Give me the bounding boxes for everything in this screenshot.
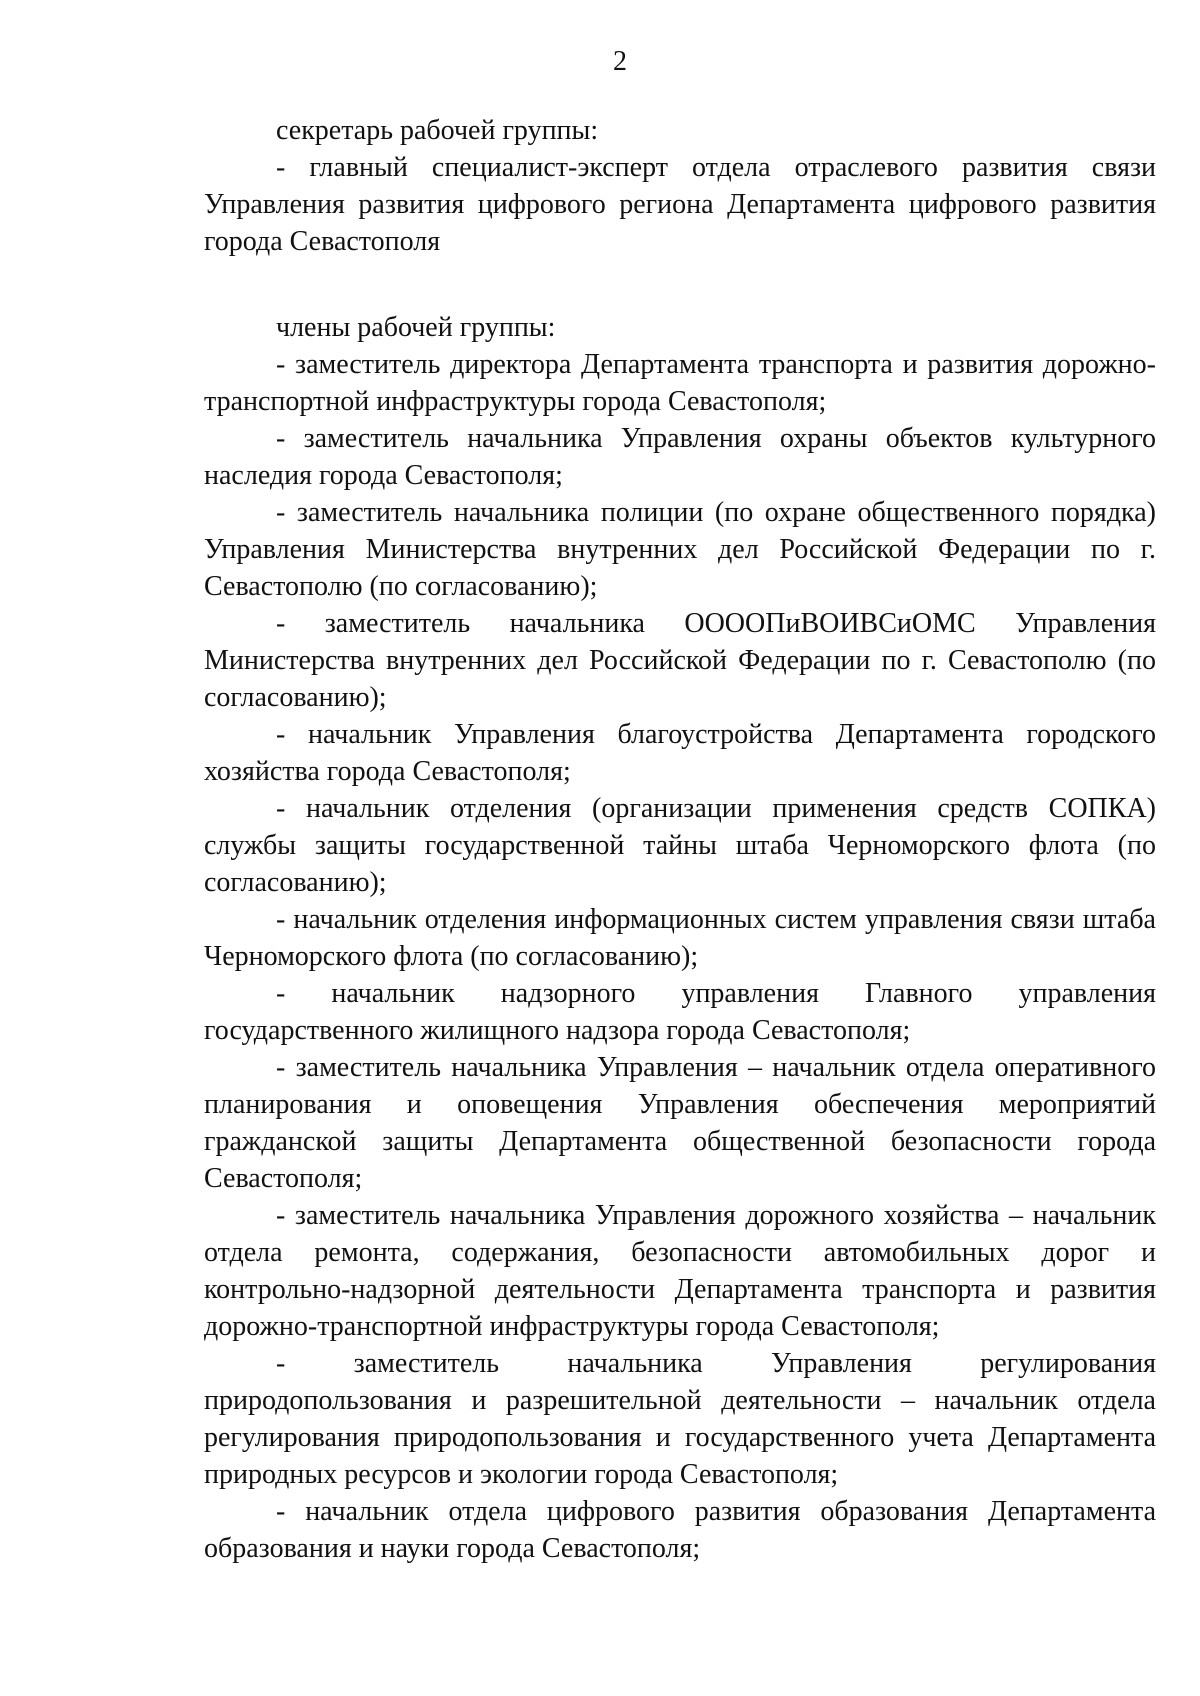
member-item: - начальник отдела цифрового развития образования Департамента образования и науки города Севастополя;: [204, 1496, 1156, 1564]
member-item: - заместитель начальника ООООПиВОИВСиОМС Управления Министерства внутренних дел Российской Федерации по г. Севастополю (по согласованию);: [204, 608, 1156, 713]
member-item: - начальник Управления благоустройства Департамента городского хозяйства города Севастополя;: [204, 719, 1156, 787]
member-item: - заместитель директора Департамента транспорта и развития дорожно-транспортной инфраструктуры города Севастополя;: [204, 349, 1156, 417]
document-body: [204, 112, 1156, 1567]
member-item: - начальник отделения информационных систем управления связи штаба Черноморского флота (по согласованию);: [204, 904, 1156, 972]
member-item: - начальник надзорного управления Главного управления государственного жилищного надзора города Севастополя;: [204, 978, 1156, 1046]
member-item: - заместитель начальника Управления охраны объектов культурного наследия города Севастополя;: [204, 423, 1156, 491]
secretary-item: - главный специалист-эксперт отдела отраслевого развития связи Управления развития цифрового региона Департамента цифрового развития города Севастополя: [204, 152, 1156, 257]
member-item: - начальник отделения (организации применения средств СОПКА) службы защиты государственной тайны штаба Черноморского флота (по согласованию);: [204, 793, 1156, 898]
secretary-heading: секретарь рабочей группы:: [276, 115, 599, 146]
member-item: - заместитель начальника полиции (по охране общественного порядка) Управления Министерства внутренних дел Российской Федерации по г. Севастополю (по согласованию);: [204, 497, 1156, 602]
member-item: - заместитель начальника Управления регулирования природопользования и разрешительной деятельности – начальник отдела регулирования природопользования и государственного учета Департамента природных ресурсов и экологии города Севастополя;: [204, 1348, 1156, 1490]
member-item: - заместитель начальника Управления – начальник отдела оперативного планирования и оповещения Управления обеспечения мероприятий гражданской защиты Департамента общественной безопасности города Севастополя;: [204, 1052, 1156, 1194]
page-number: 2: [613, 46, 627, 77]
member-item: - заместитель начальника Управления дорожного хозяйства – начальник отдела ремонта, содержания, безопасности автомобильных дорог и контрольно-надзорной деятельности Департамента транспорта и развития дорожно-транспортной инфраструктуры города Севастополя;: [204, 1200, 1156, 1342]
members-heading: члены рабочей группы:: [276, 312, 556, 343]
